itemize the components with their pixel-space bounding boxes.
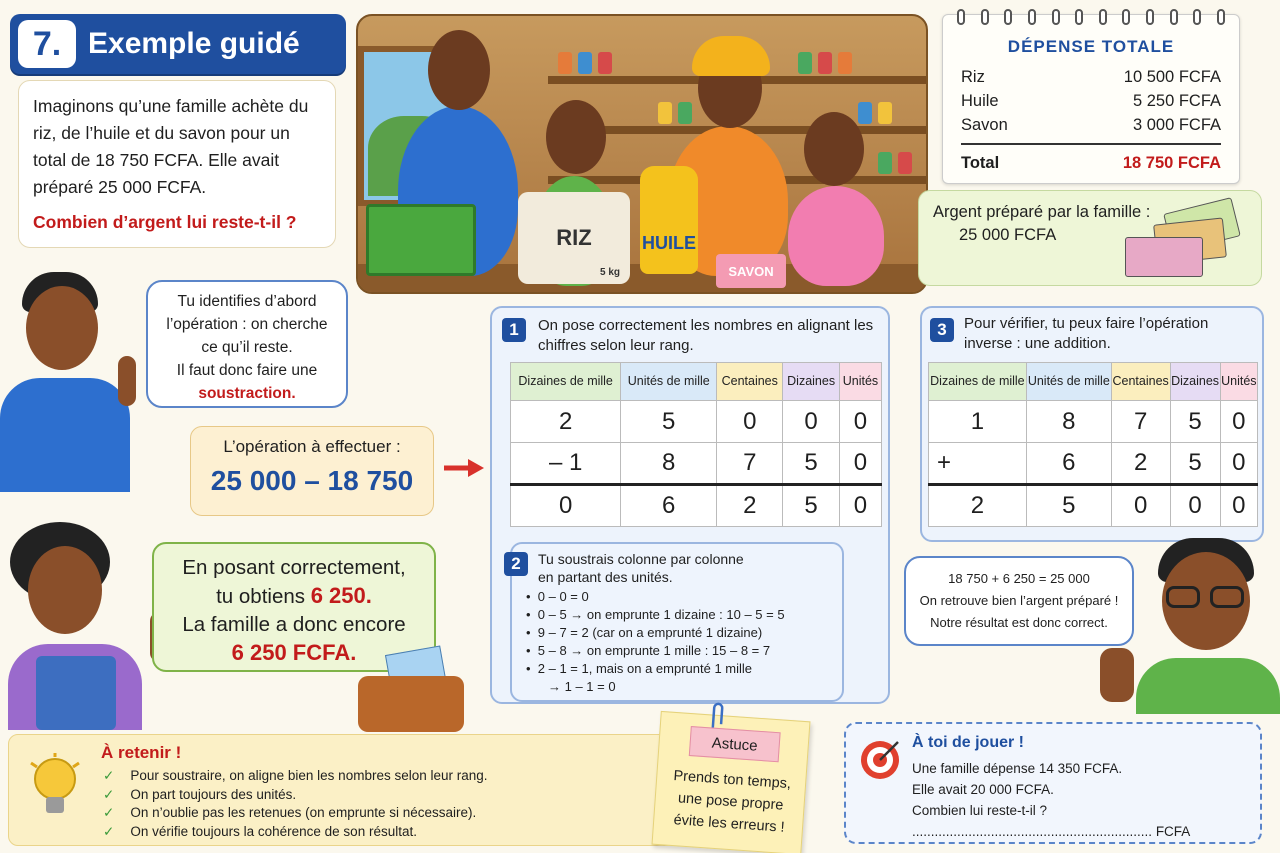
jar	[798, 52, 812, 74]
bubble-highlight: 6 250 FCFA.	[231, 640, 357, 665]
jar	[598, 52, 612, 74]
jar	[678, 102, 692, 124]
step2-line: en partant des unités.	[538, 569, 673, 585]
col-header: Unités	[839, 363, 881, 401]
list-item-text: 0 – 0 = 0	[537, 589, 589, 604]
digit-cell: 0	[839, 401, 881, 443]
jar	[838, 52, 852, 74]
remember-box	[8, 734, 692, 846]
list-item: • 2 – 1 = 1, mais on a emprunté 1 mille	[526, 661, 753, 676]
digit-cell: 2	[929, 485, 1027, 527]
answer-blank[interactable]: ................................................................	[912, 824, 1153, 839]
receipt-item-value: 3 000 FCFA	[1132, 116, 1221, 134]
jar	[578, 52, 592, 74]
step1-text: On pose correctement les nombres en alignant les chiffres selon leur rang.	[538, 317, 874, 354]
lightbulb-icon	[29, 753, 81, 823]
digit-cell: 6	[1026, 443, 1111, 485]
digit-cell: 0	[511, 485, 621, 527]
table-row	[929, 485, 1258, 527]
bubble-line: l’opération : on cherche	[166, 316, 328, 333]
receipt-row	[961, 113, 1221, 137]
digit-cell: 0	[1220, 485, 1257, 527]
answer-line[interactable]	[912, 821, 1190, 842]
speech-bubble-identify	[146, 280, 348, 408]
money-label: Argent préparé par la famille :	[933, 203, 1151, 221]
digit-cell: 0	[1111, 485, 1170, 527]
receipt-total-label: Total	[961, 154, 1000, 172]
list-item-text: 5 – 8 → on emprunte 1 mille : 15 – 8 = 7	[537, 643, 771, 658]
glasses-icon	[1166, 586, 1200, 608]
raised-finger	[118, 356, 136, 406]
receipt-item-label: Savon	[961, 116, 1008, 134]
jar	[878, 152, 892, 174]
headwrap	[692, 36, 770, 76]
girl-head	[804, 112, 864, 186]
col-header: Unités	[1220, 363, 1257, 401]
table-row	[511, 443, 882, 485]
list-item-text: On n’oublie pas les retenues (on emprunte si nécessaire).	[130, 805, 477, 820]
step2-line: Tu soustrais colonne par colonne	[538, 551, 744, 567]
bubble-line: En posant correctement,	[182, 556, 406, 579]
bubble-line: La famille a donc encore	[182, 613, 406, 636]
intro-text: Imaginons qu’une famille achète du riz, de l’huile et du savon pour un total de 18 750 FCFA. Elle avait préparé 25 000 FCFA.	[33, 96, 309, 197]
table-row	[929, 401, 1258, 443]
rice-bag	[518, 192, 630, 284]
boy-shirt	[0, 378, 130, 492]
receipt-notepad	[942, 14, 1240, 184]
table-row	[929, 443, 1258, 485]
soap-bar: SAVON	[716, 254, 786, 288]
intro-question: Combien d’argent lui reste-t-il ?	[33, 212, 297, 232]
bubble-line	[154, 582, 434, 611]
check-icon: ✓	[103, 786, 115, 802]
operation-expression: 25 000 – 18 750	[210, 465, 414, 496]
jar	[558, 52, 572, 74]
digit-cell: 0	[717, 401, 783, 443]
jar	[658, 102, 672, 124]
bubble-line: On retrouve bien l’argent préparé !	[919, 593, 1119, 608]
check-icon: ✓	[103, 805, 115, 820]
exercise-line: Une famille dépense 14 350 FCFA.	[912, 761, 1123, 776]
remember-title: À retenir !	[101, 743, 182, 762]
digit-cell: 6	[621, 485, 717, 527]
step2-list	[526, 588, 785, 696]
col-header: Dizaines de mille	[929, 363, 1027, 401]
digit-cell: 0	[839, 485, 881, 527]
step3-panel	[920, 306, 1264, 542]
tip-tag: Astuce	[689, 726, 781, 762]
list-item-text: 2 – 1 = 1, mais on a emprunté 1 mille	[537, 661, 753, 676]
col-header: Dizaines de mille	[511, 363, 621, 401]
digit-cell: 5	[783, 443, 840, 485]
digit-cell: 8	[1026, 401, 1111, 443]
boy-shirt	[1136, 658, 1280, 714]
digit-cell: +	[929, 443, 1027, 485]
target-icon	[858, 738, 902, 782]
your-turn-title: À toi de jouer !	[912, 734, 1024, 751]
jar	[898, 152, 912, 174]
digit-cell: 7	[717, 443, 783, 485]
col-header: Dizaines	[1170, 363, 1220, 401]
notepad-rings	[957, 9, 1225, 25]
list-item: • 5 – 8 → on emprunte 1 mille : 15 – 8 = 7	[526, 643, 771, 658]
tip-sticky-note	[652, 711, 811, 853]
section-title-text: Exemple guidé	[88, 27, 300, 60]
money-prepared-card	[918, 190, 1262, 286]
step3-badge: 3	[930, 318, 954, 342]
bubble-line: Il faut donc faire une	[176, 362, 318, 379]
digit-cell: 0	[1220, 401, 1257, 443]
step1-badge: 1	[502, 318, 526, 342]
digit-cell: 5	[621, 401, 717, 443]
col-header: Unités de mille	[621, 363, 717, 401]
list-item: • 0 – 0 = 0	[526, 589, 589, 604]
overalls	[36, 656, 116, 730]
boy-pointing	[0, 260, 150, 492]
step2-panel	[510, 542, 844, 702]
section-number: 7.	[18, 20, 76, 68]
wallet-icon	[358, 650, 466, 732]
digit-cell: 5	[783, 485, 840, 527]
digit-cell: 5	[1170, 443, 1220, 485]
digit-cell: – 1	[511, 443, 621, 485]
answer-unit: FCFA	[1155, 824, 1191, 839]
jar	[878, 102, 892, 124]
col-header: Unités de mille	[1026, 363, 1111, 401]
boy-thumbs-up	[1096, 538, 1280, 714]
addition-table	[928, 362, 1258, 527]
girl	[788, 186, 884, 286]
thumbs-up-icon	[1100, 648, 1134, 702]
col-header: Centaines	[717, 363, 783, 401]
digit-cell: 0	[1220, 443, 1257, 485]
table-row	[511, 485, 882, 527]
oil-bottle: HUILE	[640, 166, 698, 274]
receipt-total-row	[961, 143, 1221, 175]
digit-cell: 5	[1026, 485, 1111, 527]
tip-line: évite les erreurs !	[673, 812, 786, 836]
remember-list	[103, 767, 488, 841]
list-item-text: On vérifie toujours la cohérence de son résultat.	[130, 823, 417, 839]
receipt-row	[961, 65, 1221, 89]
list-item	[103, 804, 488, 823]
shop-illustration	[356, 14, 928, 294]
col-header: Centaines	[1111, 363, 1170, 401]
girl-pointing	[0, 516, 170, 730]
banknote-icon	[1125, 237, 1203, 277]
list-item-text: On part toujours des unités.	[130, 786, 297, 802]
digit-cell: 2	[511, 401, 621, 443]
list-item	[103, 767, 488, 786]
digit-cell: 2	[717, 485, 783, 527]
digit-cell: 5	[1170, 401, 1220, 443]
rice-bag-label: RIZ	[556, 225, 592, 250]
jar	[818, 52, 832, 74]
digit-cell: 0	[1170, 485, 1220, 527]
table-row	[511, 401, 882, 443]
list-item	[103, 823, 488, 842]
list-item-text: 0 – 5 → on emprunte 1 dizaine : 10 – 5 = 5	[537, 607, 785, 622]
glasses-icon	[1210, 586, 1244, 608]
list-item: • 0 – 5 → on emprunte 1 dizaine : 10 – 5 = 5	[526, 607, 785, 622]
your-turn-text	[912, 758, 1190, 842]
boy-face	[26, 286, 98, 370]
section-title	[10, 14, 346, 74]
your-turn-box	[844, 722, 1262, 844]
bubble-line: ce qu’il reste.	[201, 339, 293, 356]
boy-head	[546, 100, 606, 174]
subtraction-table	[510, 362, 882, 527]
bubble-highlight: 6 250.	[310, 583, 372, 608]
tip-line: une pose propre	[677, 790, 784, 814]
exercise-line: Combien lui reste-t-il ?	[912, 803, 1048, 818]
girl-face	[28, 546, 102, 634]
bubble-line: Tu identifies d’abord	[177, 293, 317, 310]
bubble-line: 18 750 + 6 250 = 25 000	[948, 571, 1090, 586]
check-icon: ✓	[103, 823, 115, 839]
digit-cell: 0	[839, 443, 881, 485]
receipt-item-value: 10 500 FCFA	[1123, 68, 1221, 86]
step2-badge: 2	[504, 552, 528, 576]
list-item-text: Pour soustraire, on aligne bien les nombres selon leur rang.	[130, 768, 488, 783]
money-value: 25 000 FCFA	[959, 226, 1057, 244]
check-icon: ✓	[103, 768, 115, 783]
list-item	[103, 786, 488, 805]
step2-text	[538, 550, 744, 586]
bubble-highlight: soustraction.	[198, 385, 296, 402]
intro-card	[18, 80, 336, 248]
receipt-total-value: 18 750 FCFA	[1122, 154, 1221, 172]
receipt-item-label: Huile	[961, 92, 999, 110]
rice-bag-weight: 5 kg	[599, 267, 620, 278]
digit-cell: 2	[1111, 443, 1170, 485]
jar	[858, 102, 872, 124]
list-item: • 9 – 7 = 2 (car on a emprunté 1 dizaine)	[526, 625, 763, 640]
digit-cell: 8	[621, 443, 717, 485]
list-item-text: → 1 – 1 = 0	[548, 679, 616, 694]
receipt-title: DÉPENSE TOTALE	[1007, 37, 1175, 56]
tip-line: Prends ton temps,	[672, 767, 792, 793]
receipt-item-value: 5 250 FCFA	[1132, 92, 1221, 110]
col-header: Dizaines	[783, 363, 840, 401]
exercise-line: Elle avait 20 000 FCFA.	[912, 782, 1054, 797]
digit-cell: 0	[783, 401, 840, 443]
receipt-item-label: Riz	[961, 68, 985, 86]
step3-text: Pour vérifier, tu peux faire l’opération inverse : une addition.	[964, 315, 1209, 352]
bubble-text: tu obtiens	[216, 585, 311, 608]
basket	[366, 204, 476, 276]
list-item	[526, 678, 785, 696]
operation-label: L’opération à effectuer :	[223, 437, 401, 456]
arrow-right-icon	[442, 456, 486, 480]
operation-box	[190, 426, 434, 516]
tip-text	[660, 764, 802, 839]
list-item-text: 9 – 7 = 2 (car on a emprunté 1 dizaine)	[537, 625, 763, 640]
wallet-body	[358, 676, 464, 732]
digit-cell: 7	[1111, 401, 1170, 443]
receipt-row	[961, 89, 1221, 113]
father-head	[428, 30, 490, 110]
digit-cell: 1	[929, 401, 1027, 443]
bubble-line: Notre résultat est donc correct.	[930, 615, 1108, 630]
